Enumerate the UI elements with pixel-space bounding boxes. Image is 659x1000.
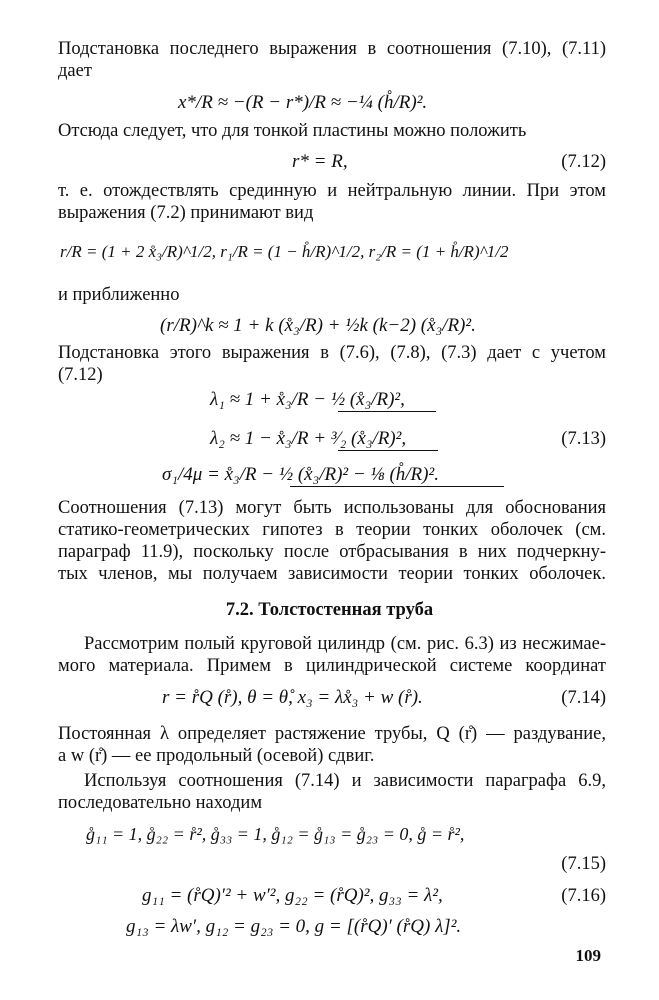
equation-text: g̊₁₁ = 1, g̊₂₂ = r̊², g̊₃₃ = 1, g̊₁₂ = g̊₁₃ = g̊₂₃ = 0, g̊ = r̊², (86, 824, 465, 844)
paragraph-line: выражения (7.2) принимают вид (58, 203, 314, 223)
equation-text: r = r̊Q (r̊), θ = θ̊, x₃ = λx̊₃ + w (r̊). (162, 687, 423, 708)
paragraph-line: статико-геометрических гипотез в теории тонких оболочек (см. (58, 520, 606, 540)
equation-7-13-b (210, 427, 406, 451)
equation-text: (r/R)^k ≈ 1 + k (x̊₃/R) + ½k (k−2) (x̊₃/R)². (160, 315, 476, 336)
paragraph-line: Соотношения (7.13) могут быть использованы для обоснования (58, 498, 606, 518)
paragraph-line: параграф 11.9), поскольку после отбрасывания в них подчеркну- (58, 542, 606, 562)
equation-7-2-ratios (60, 240, 509, 264)
equation-number: (7.16) (561, 886, 606, 906)
equation-7-13-c (162, 463, 439, 487)
paragraph-line: мого материала. Примем в цилиндрической системе координат (58, 656, 606, 676)
equation-7-16 (142, 884, 443, 908)
page-number: 109 (575, 946, 601, 965)
section-heading: 7.2. Толстостенная труба (225, 600, 434, 620)
paragraph-line: Используя соотношения (7.14) и зависимости параграфа 6.9, (84, 771, 606, 791)
equation-text: x*/R ≈ −(R − r*)/R ≈ −¼ (h̊/R)². (178, 92, 428, 113)
equation-7-13-a (210, 388, 405, 412)
equation-number: (7.14) (561, 688, 606, 708)
paragraph-line: Отсюда следует, что для тонкой пластины можно положить (58, 121, 527, 141)
equation-text: g₁₁ = (r̊Q)′² + w′², g₂₂ = (r̊Q)², g₃₃ = λ², (142, 885, 443, 906)
paragraph-line: (7.12) (58, 365, 103, 385)
paragraph-line: Рассмотрим полый круговой цилиндр (см. рис. 6.3) из несжимае- (84, 634, 606, 654)
paragraph-line: Подстановка этого выражения в (7.6), (7.8), (7.3) дает с учетом (58, 343, 606, 363)
equation-number: (7.15) (561, 854, 606, 874)
paragraph-line: дает (58, 61, 92, 81)
equation-text: g₁₃ = λw′, g₁₂ = g₂₃ = 0, g = [(r̊Q)′ (r̊Q) λ]². (126, 916, 462, 937)
underline (338, 411, 436, 412)
equation-text: λ₁ ≈ 1 + x̊₃/R − ½ (x̊₃/R)², (210, 389, 405, 410)
equation-number: (7.13) (561, 429, 606, 449)
equation-7-14 (162, 686, 423, 710)
equation-last (126, 915, 461, 939)
paragraph-line: и приближенно (58, 285, 180, 305)
equation-text: r* = R, (292, 151, 348, 172)
paragraph-line: а w (r̊) — ее продольный (осевой) сдвиг. (58, 746, 375, 766)
equation-number: (7.12) (561, 152, 606, 172)
paragraph-line: тых членов, мы получаем зависимости теории тонких оболочек. (58, 564, 606, 584)
paragraph-line: Постоянная λ определяет растяжение трубы, Q (r̊) — раздувание, (58, 724, 606, 744)
equation-text: σ₁/4μ = x̊₃/R − ½ (x̊₃/R)² − ⅛ (h̊/R)². (162, 464, 439, 485)
underline (290, 486, 504, 487)
equation-text: r/R = (1 + 2 x̊₃/R)^1/2, r₁/R = (1 − h̊/R)^1/2, r₂/R = (1 + h̊/R)^1/2 (60, 242, 509, 261)
equation-x-star (178, 91, 427, 115)
underline (338, 450, 438, 451)
equation-approx (160, 314, 476, 338)
equation-text: λ₂ ≈ 1 − x̊₃/R + ³⁄₂ (x̊₃/R)², (210, 428, 407, 449)
paragraph-line: Подстановка последнего выражения в соотношения (7.10), (7.11) (58, 39, 606, 59)
equation-7-15 (86, 822, 464, 846)
paragraph-line: последовательно находим (58, 793, 263, 813)
paragraph-line: т. е. отождествлять срединную и нейтральную линии. При этом (58, 181, 606, 201)
equation-7-12 (292, 150, 348, 174)
